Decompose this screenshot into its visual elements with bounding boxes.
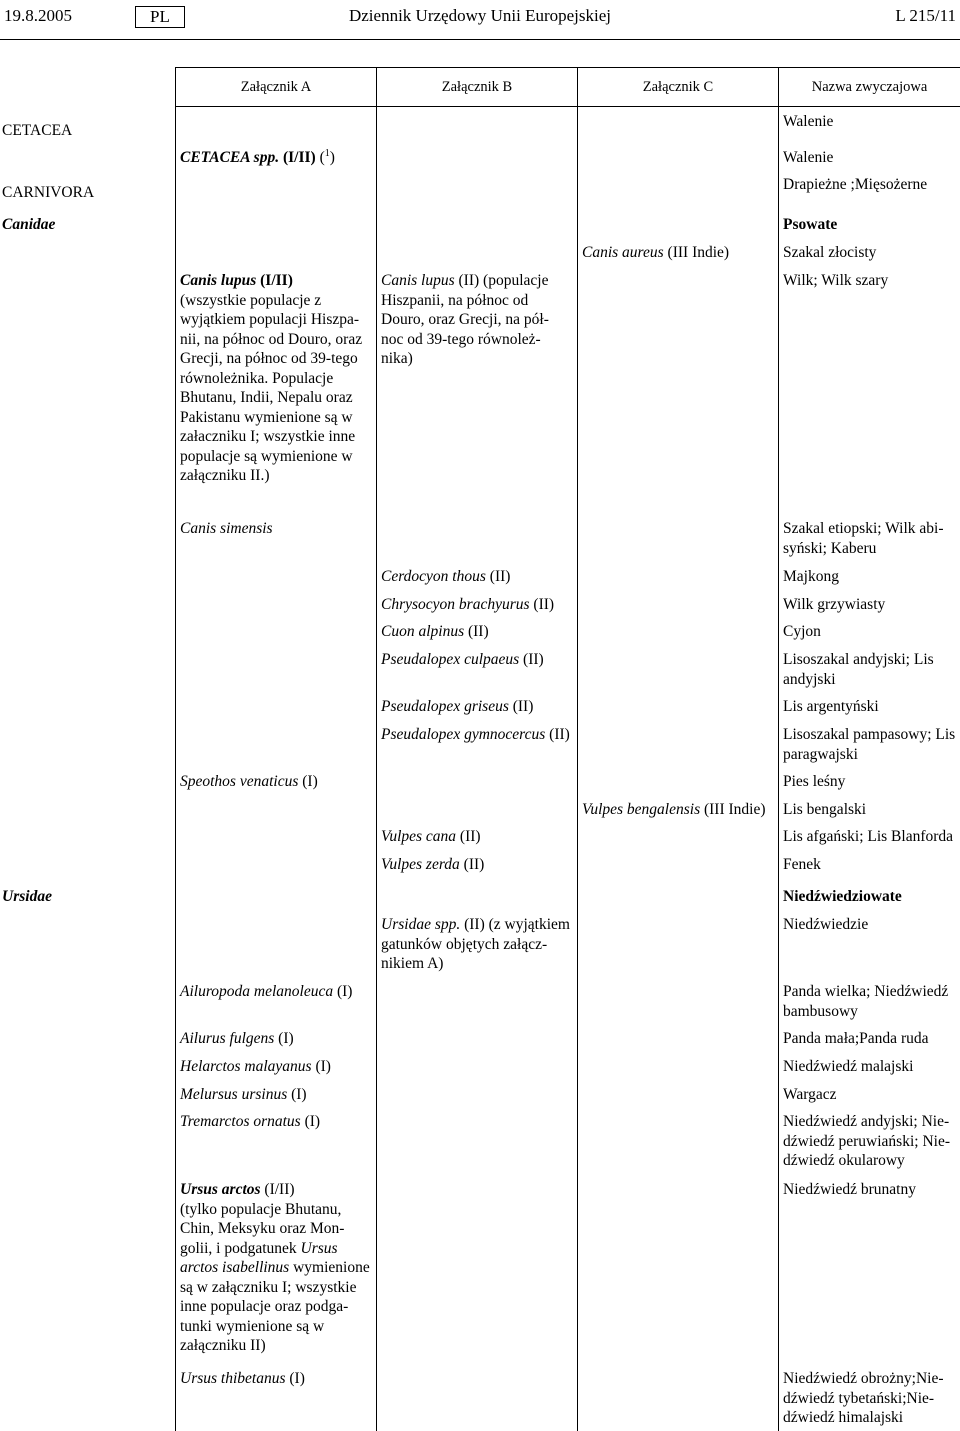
common-pseudalopex-culpaeus: Lisoszakal andyjski; Lis andyjski [783,651,934,688]
column-header-annex-b: Załącznik B [441,79,513,95]
cerdocyon-annex-b: Cerdocyon thous (II) [381,568,511,585]
table-top-rule [175,67,960,68]
page-number: L 215/11 [895,6,956,25]
col-divider-3 [577,67,578,1431]
pseudalopex-griseus-annex-b: Pseudalopex griseus (II) [381,698,534,715]
common-ursus-thibetanus: Niedźwiedź obrożny;Nie-dźwiedź tybetański;Nie-dźwiedź himalajski [783,1370,944,1426]
common-cerdocyon: Majkong [783,568,839,585]
pseudalopex-gymnocercus-annex-b: Pseudalopex gymnocercus (II) [381,726,570,743]
common-canis-aureus: Szakal złocisty [783,244,877,261]
family-canidae: Canidae [2,216,56,233]
ursus-arctos-annex-a: Ursus arctos (I/II) (tylko populacje Bhutanu, Chin, Meksyku oraz Mon-golii, i podgatunek Ursus arctos isabellinus wymienione są w załączniku I; wszystkie inne populacje oraz podga-tunki wymienione są w załączniku II) [180,1181,370,1354]
column-header-rule [175,106,960,107]
ailuropoda-annex-a: Ailuropoda melanoleuca (I) [180,983,353,1000]
common-melursus: Wargacz [783,1086,837,1103]
common-carnivora: Drapieżne ;Mięsożerne [783,176,928,193]
common-vulpes-zerda: Fenek [783,856,821,873]
column-header-common-name: Nazwa zwyczajowa [811,79,928,95]
order-carnivora: CARNIVORA [2,184,95,201]
chrysocyon-annex-b: Chrysocyon brachyurus (II) [381,596,555,613]
melursus-annex-a: Melursus ursinus (I) [180,1086,307,1103]
canis-aureus-annex-c: Canis aureus (III Indie) [582,244,730,261]
helarctos-annex-a: Helarctos malayanus (I) [180,1058,331,1075]
pseudalopex-culpaeus-annex-b: Pseudalopex culpaeus (II) [381,651,544,668]
page-header [0,0,960,40]
common-canis-lupus: Wilk; Wilk szary [783,272,889,289]
common-speothos: Pies leśny [783,773,846,790]
common-ailurus: Panda mała;Panda ruda [783,1030,929,1047]
common-tremarctos: Niedźwiedź andyjski; Nie-dźwiedź peruwiański; Nie-dźwiedź okularowy [783,1113,950,1169]
common-chrysocyon: Wilk grzywiasty [783,596,886,613]
common-cetacea-order: Walenie [783,113,834,130]
canis-lupus-annex-b: Canis lupus (II) (populacje Hiszpanii, na północ od Douro, oraz Grecji, na pół-noc od 39-tego równoleż-nika) [381,272,549,367]
ursus-thibetanus-annex-a: Ursus thibetanus (I) [180,1370,305,1387]
canis-simensis-annex-a: Canis simensis [180,520,273,537]
common-canis-simensis: Szakal etiopski; Wilk abi-syński; Kaberu [783,520,944,557]
common-helarctos: Niedźwiedź malajski [783,1058,914,1075]
common-vulpes-bengalensis: Lis bengalski [783,801,867,818]
common-ursidae-spp: Niedźwiedzie [783,916,869,933]
col-divider-2 [376,67,377,1431]
cuon-annex-b: Cuon alpinus (II) [381,623,489,640]
vulpes-zerda-annex-b: Vulpes zerda (II) [381,856,485,873]
vulpes-cana-annex-b: Vulpes cana (II) [381,828,481,845]
common-ailuropoda: Panda wielka; Niedźwiedź bambusowy [783,983,949,1020]
common-canidae: Psowate [783,216,838,233]
header-rule [0,39,960,40]
canis-lupus-annex-a: Canis lupus (I/II) (wszystkie populacje z wyjątkiem populacji Hiszpa-nii, na północ od Douro, oraz Grecji, na północ od 39-tego równoleżnika. Populacje Bhutanu, Indii, Nepalu oraz Pakistanu wymienione są w załaczniku I; wszystkie inne populacje są wymienione w załączniku II.) [180,272,363,484]
common-cuon: Cyjon [783,623,821,640]
common-ursidae: Niedźwiedziowate [783,888,902,905]
ursidae-spp-annex-b: Ursidae spp. (II) (z wyjątkiem gatunków objętych załącz-nikiem A) [381,916,570,972]
publication-date: 19.8.2005 [4,6,72,25]
family-ursidae: Ursidae [2,888,52,905]
common-pseudalopex-gymnocercus: Lisoszakal pampasowy; Lis paragwajski [783,726,956,763]
ailurus-annex-a: Ailurus fulgens (I) [180,1030,294,1047]
language-badge: PL [135,6,185,28]
col-divider-1 [175,67,176,1431]
journal-title: Dziennik Urzędowy Unii Europejskiej [348,6,611,25]
common-vulpes-cana: Lis afgański; Lis Blanforda [783,828,954,845]
vulpes-bengalensis-annex-c: Vulpes bengalensis (III Indie) [582,801,766,818]
cetacea-spp-annex-a: CETACEA spp. (I/II) ($^1$) [180,148,335,166]
common-ursus-arctos: Niedźwiedź brunatny [783,1181,916,1198]
common-pseudalopex-griseus: Lis argentyński [783,698,879,715]
speothos-annex-a: Speothos venaticus (I) [180,773,318,790]
order-cetacea: CETACEA [2,122,73,139]
column-header-annex-a: Załącznik A [240,79,312,95]
column-header-annex-c: Załącznik C [642,79,714,95]
tremarctos-annex-a: Tremarctos ornatus (I) [180,1113,321,1130]
common-cetacea-spp: Walenie [783,149,834,166]
col-divider-4 [778,67,779,1431]
